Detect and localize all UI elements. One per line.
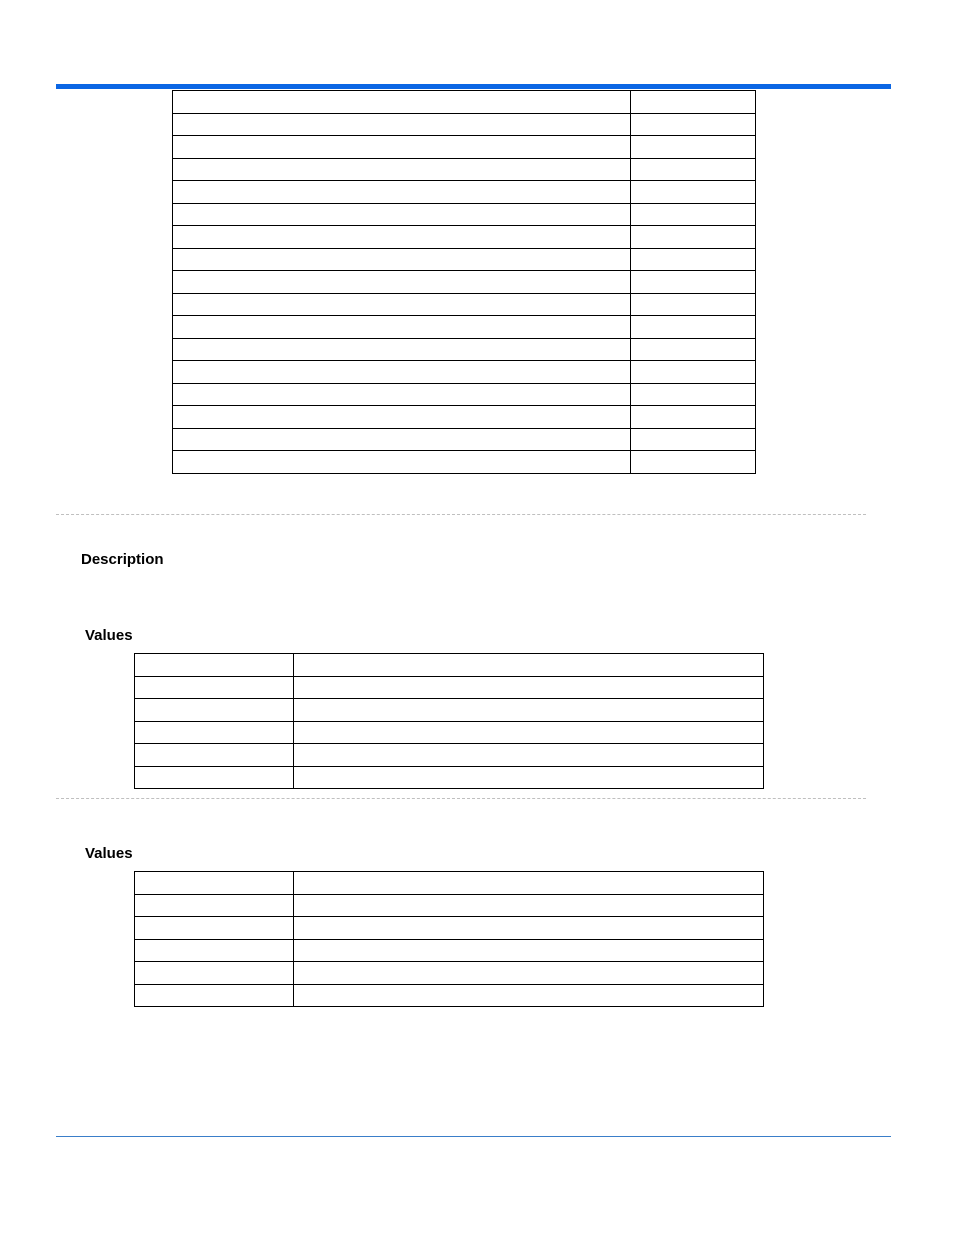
table-cell (631, 293, 756, 316)
table-row (135, 962, 764, 985)
table-cell (173, 428, 631, 451)
table-row (135, 872, 764, 895)
table-row (135, 721, 764, 744)
table-row (173, 203, 756, 226)
table-cell (631, 113, 756, 136)
table-cell (135, 939, 294, 962)
table-cell (173, 316, 631, 339)
table-row (135, 984, 764, 1007)
parameter-table (172, 90, 756, 474)
table-cell (135, 721, 294, 744)
table-cell (294, 872, 764, 895)
table-cell (294, 699, 764, 722)
table-cell (294, 939, 764, 962)
table-cell (631, 316, 756, 339)
table-cell (631, 158, 756, 181)
table-cell (294, 766, 764, 789)
table-row (135, 894, 764, 917)
table-cell (135, 984, 294, 1007)
description-heading: Description (81, 551, 164, 568)
table-cell (135, 872, 294, 895)
values-table (134, 653, 764, 789)
table-cell (135, 699, 294, 722)
table-row (173, 136, 756, 159)
table-cell (631, 248, 756, 271)
table-row (173, 158, 756, 181)
header-rule (56, 84, 891, 89)
table-row (173, 428, 756, 451)
table-row (173, 91, 756, 114)
table-row (135, 699, 764, 722)
table-cell (631, 91, 756, 114)
table-cell (135, 894, 294, 917)
table-cell (631, 226, 756, 249)
table-cell (631, 181, 756, 204)
table-cell (173, 158, 631, 181)
table-cell (294, 744, 764, 767)
table-cell (173, 248, 631, 271)
table-cell (294, 676, 764, 699)
table-cell (173, 226, 631, 249)
table-cell (631, 406, 756, 429)
table-cell (631, 271, 756, 294)
table-row (135, 654, 764, 677)
values-heading: Values (85, 845, 133, 862)
table-cell (135, 962, 294, 985)
table-cell (173, 136, 631, 159)
table-row (173, 248, 756, 271)
table-cell (631, 361, 756, 384)
table-cell (135, 676, 294, 699)
section-separator (56, 798, 866, 799)
table-row (173, 226, 756, 249)
parameter-table-body (173, 91, 756, 474)
table-cell (173, 361, 631, 384)
table-cell (173, 181, 631, 204)
table-row (173, 113, 756, 136)
table-row (173, 451, 756, 474)
table-cell (294, 654, 764, 677)
table-cell (631, 338, 756, 361)
table-cell (173, 113, 631, 136)
table-cell (173, 451, 631, 474)
table-row (135, 939, 764, 962)
table-cell (631, 203, 756, 226)
footer-rule (56, 1136, 891, 1137)
table-cell (135, 766, 294, 789)
table-cell (294, 894, 764, 917)
table-row (173, 338, 756, 361)
values-heading: Values (85, 627, 133, 644)
table-cell (173, 293, 631, 316)
table-row (135, 766, 764, 789)
table-cell (173, 383, 631, 406)
table-row (135, 676, 764, 699)
table-cell (631, 428, 756, 451)
values-table-body (135, 654, 764, 789)
table-row (135, 917, 764, 940)
table-cell (173, 338, 631, 361)
table-cell (294, 962, 764, 985)
section-separator (56, 514, 866, 515)
table-row (173, 271, 756, 294)
table-cell (631, 383, 756, 406)
table-cell (294, 917, 764, 940)
table-cell (173, 203, 631, 226)
table-row (173, 293, 756, 316)
values-table-body (135, 872, 764, 1007)
table-cell (135, 744, 294, 767)
table-cell (631, 136, 756, 159)
table-cell (173, 91, 631, 114)
table-cell (294, 984, 764, 1007)
table-cell (135, 917, 294, 940)
table-cell (173, 271, 631, 294)
table-row (173, 181, 756, 204)
table-cell (294, 721, 764, 744)
table-cell (631, 451, 756, 474)
values-table (134, 871, 764, 1007)
table-cell (135, 654, 294, 677)
table-row (173, 406, 756, 429)
table-row (173, 383, 756, 406)
table-cell (173, 406, 631, 429)
table-row (173, 361, 756, 384)
table-row (173, 316, 756, 339)
table-row (135, 744, 764, 767)
